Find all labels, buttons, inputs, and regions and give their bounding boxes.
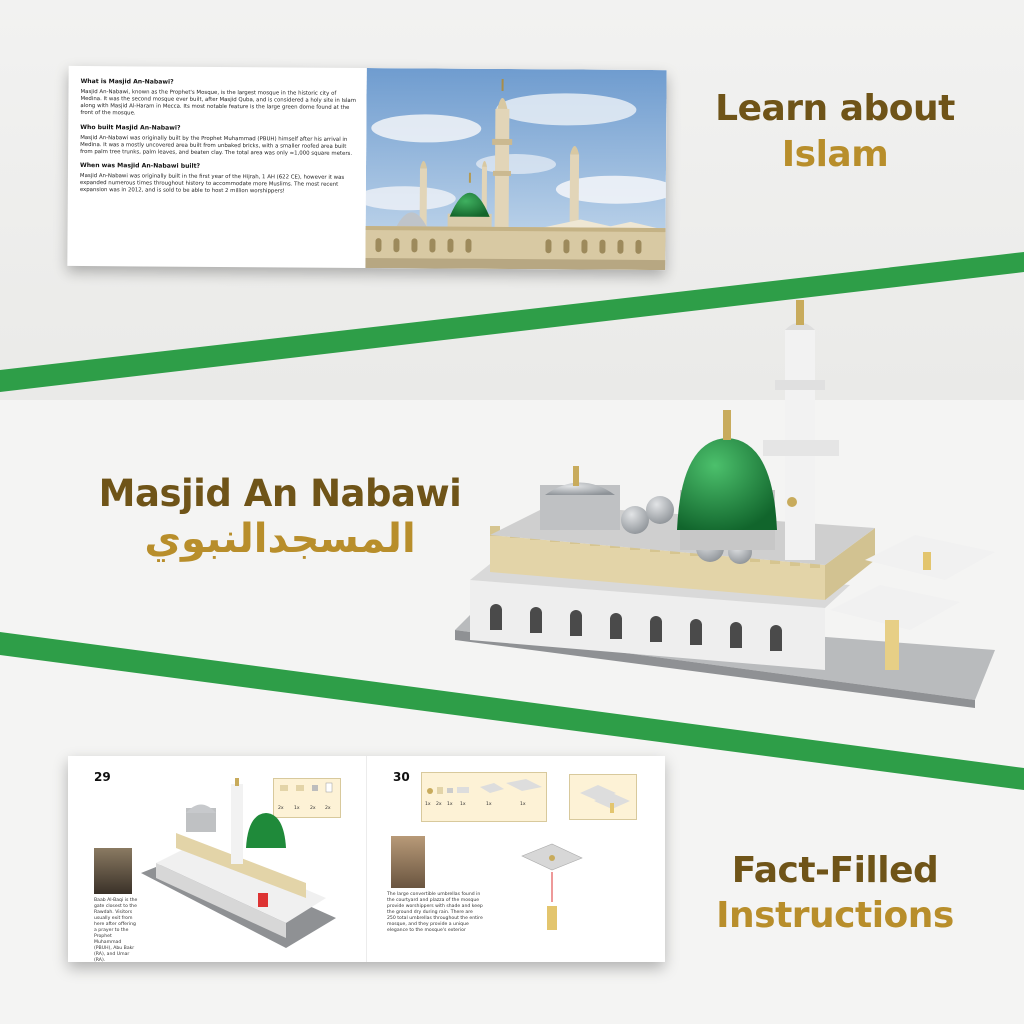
part-count-right-6: 1x: [520, 802, 526, 807]
part-count-right-2: 2x: [436, 802, 442, 807]
build-step-diagram-left: [136, 778, 336, 953]
mosque-photo: [365, 68, 666, 270]
caption-left: Baab Al-Baqi is the gate closest to the Rawdah. Visitors usually exit from here after offering a prayer to the Prophet Muhammad (PBUH), Abu Bakr (RA), and Umar (RA).: [94, 898, 138, 963]
instruction-page-left: [68, 756, 366, 962]
preview-box-right: [569, 774, 637, 820]
section-question-2: Who built Masjid An-Nabawi?: [80, 123, 181, 132]
model-silver-dome: [545, 483, 615, 496]
part-count-right-4: 1x: [460, 802, 466, 807]
part-count-right-3: 1x: [447, 802, 453, 807]
part-count-left-1: 2x: [278, 806, 284, 811]
gate-photo: [94, 848, 132, 894]
part-count-left-2: 1x: [294, 806, 300, 811]
model-name-english: Masjid An Nabawi: [98, 472, 462, 515]
fact-filled-heading: Fact-Filled: [731, 850, 939, 891]
section-answer-2: Masjid An-Nabawi was originally built by the Prophet Muhammad (PBUH) himself after his arrival in Medina. It was a mostly uncovered area built from unbaked bricks, with a smaller roofed area built from palm tree trunks, palm leaves, and beaten clay. The total area was only ≈1,000 square meters.: [80, 134, 353, 157]
build-step-diagram-right: [517, 836, 587, 946]
section-answer-1: Masjid An-Nabawi, known as the Prophet's Mosque, is the largest mosque in the historic city of Medina. It was the second mosque ever built, after Masjid Quba, and is considered a holy site in Islam along with Masjid Al-Haram in Mecca. Its most notable feature is the large green dome found at the front of the mosque.: [80, 88, 357, 117]
umbrella-photo: [391, 836, 425, 888]
section-question-1: What is Masjid An-Nabawi?: [80, 77, 174, 86]
page-number-left: 29: [94, 770, 111, 784]
section-answer-3: Masjid An-Nabawi was originally built in the first year of the Hijrah, 1 AH (622 CE), however it was expanded numerous times throughout history to accommodate more Muslims. The most recent expansion was in 2012, and is sold to be able to host 2 million worshippers!: [79, 172, 345, 195]
instructions-heading: Instructions: [716, 895, 954, 936]
part-count-right-5: 1x: [486, 802, 492, 807]
info-booklet: [67, 66, 666, 270]
model-name-arabic: المسجدالنبوي: [144, 516, 416, 562]
part-count-right-1: 1x: [425, 802, 431, 807]
parts-box-right: [421, 772, 547, 822]
info-text-page: [67, 66, 366, 268]
part-count-left-4: 2x: [325, 806, 331, 811]
part-count-left-3: 2x: [310, 806, 316, 811]
section-question-3: When was Masjid An-Nabawi built?: [79, 161, 201, 170]
caption-right: The large convertible umbrellas found in the courtyard and plazza of the mosque provide worshippers with shade and keep the ground dry during rain. There are 250 total umbrellas throughout the entire mosque, and they provide a unique elegance to the mosque's exterior: [387, 892, 483, 933]
model-green-dome: [677, 438, 777, 530]
learn-about-heading: Learn about: [715, 88, 955, 129]
lego-mosque-model: [455, 290, 1000, 720]
instruction-page-right: [366, 756, 665, 962]
islam-heading: Islam: [781, 134, 889, 175]
page-number-right: 30: [393, 770, 410, 784]
instruction-booklet: [68, 756, 664, 962]
